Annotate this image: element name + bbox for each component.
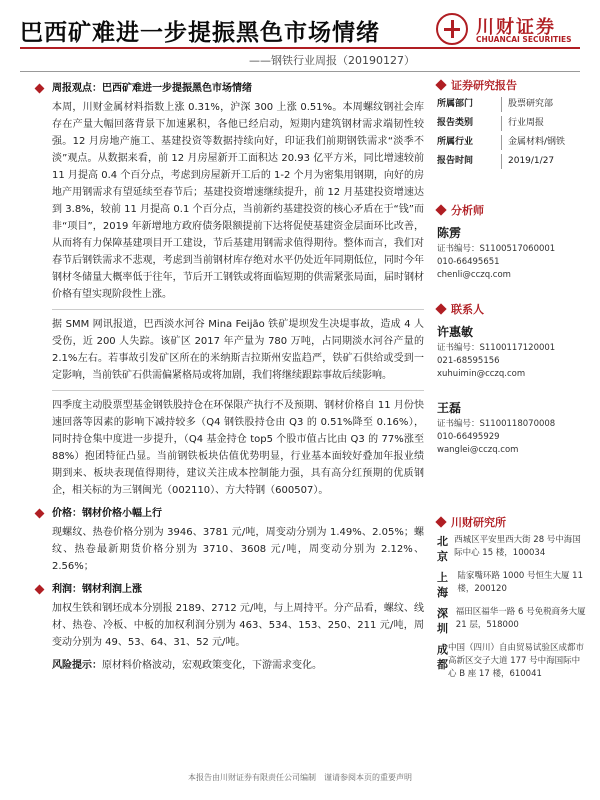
- office-address: 北京 西城区平安里西大街 28 号中海国际中心 15 楼，100034: [437, 535, 581, 563]
- paragraph: 本周，川财金属材料指数上涨 0.31%，沪深 300 上涨 0.51%。本周螺纹钢社会库存在产量大幅回落背景下加速累积，各他已经启动，短期内建筑钢材需求端韧性较强。12 月房地产施工、基建投资等数据持续向好，印证我们前期钢铁需求“淡季不淡”观点。从数据来看，前 12 月房屋新开工面积达 20.93 亿平方米，同比增速较前 11 月提高 0.4 个百分点，考虑到房屋新开工后的 1-2 个月为密集用钢期，向好的房地产用钢需求有望延续至春节后；基建投资增速继续提升，前 12 月基建投资增速达到 3.8%，较前 11 月提高 0.1 个百分点，当前新约基建投资的核心矛盾在于“钱”而非“项目”，2019 年新增地方政府债务限额提前下达将促使基建资金层面环比改善，从而将有力保障基建项目开工建设，节后基建用钢需求值得期待。整体而言，我们对春节后钢铁需求不悲观，考虑到当前钢材库存绝对水平仍处近年同期低位，同时今年钢材冬储量大概率低于往年，节后开工钢铁或将面临短期的供需紧张局面，届时钢材价格有望实现阶段性上涨。: [52, 102, 424, 300]
- page-title: 巴西矿难进一步提振黑色市场情绪: [20, 20, 380, 46]
- logo-text-cn: 川财证券: [476, 17, 556, 38]
- company-logo: [436, 13, 586, 47]
- subtitle-divider: [20, 71, 580, 72]
- office-address: 成都 中国（四川）自由贸易试验区成都市高新区交子大道 177 号中海国际中心 B 座 17 楼，610041: [437, 643, 585, 679]
- logo-mark-icon: [436, 13, 468, 45]
- info-row: 所属行业 金属材料/钢铁: [437, 135, 587, 150]
- paragraph: 现螺纹、热卷价格分别为 3946、3781 元/吨，周变动分别为 1.49%、2.05%；螺纹、热卷最新期货价格分别为 3710、3608 元/吨，周变动分别为 2.12%、2.56%；: [52, 527, 424, 572]
- paragraph: 据 SMM 网讯报道，巴西淡水河谷 Mina Feijão 铁矿堤坝发生决堤事故，造成 4 人受伤，近 200 人失踪。该矿区 2017 年产量为 780 万吨，占同期淡水河谷产量的 2.1%左右。若事故引发矿区所在的米纳斯吉拉斯州安监趋严，铁矿石供给或受到一定影响，当前铁矿石供需偏紧格局或将加剧，我们将继续跟踪事故后续影响。: [52, 309, 424, 384]
- contact-card: 许惠敏 证书编号：S1100117120001 021-68595156 xuhuimin@cczq.com: [437, 325, 556, 379]
- section-heading-profit: 利润：钢材利润上涨: [20, 581, 424, 598]
- analyst-card: 陈雳 证书编号：S1100517060001 010-66495651 chenli@cczq.com: [437, 226, 556, 280]
- office-address: 上海 陆家嘴环路 1000 号恒生大厦 11 楼，200120: [437, 571, 583, 599]
- page-footer: 本报告由川财证券有限责任公司编制 谨请参阅本页的重要声明: [188, 773, 412, 782]
- diamond-bullet-icon: [435, 516, 446, 527]
- info-row: 报告时间 2019/1/27: [437, 154, 587, 169]
- main-content: [52, 80, 424, 674]
- header-divider: [20, 47, 580, 49]
- section-heading-price: 价格：钢材价格小幅上行: [20, 505, 424, 522]
- diamond-bullet-icon: [35, 509, 45, 519]
- logo-text-en: CHUANCAI SECURITIES: [476, 35, 572, 44]
- risk-note: 风险提示：原材料价格波动，宏观政策变化，下游需求变化。: [52, 660, 322, 671]
- diamond-bullet-icon: [435, 79, 446, 90]
- sidebar-heading-report: 证券研究报告: [437, 78, 587, 93]
- info-row: 报告类别 行业周报: [437, 116, 587, 131]
- sidebar: [437, 78, 587, 687]
- contact-card: 王磊 证书编号：S1100118070008 010-66495929 wanglei@cczq.com: [437, 401, 556, 455]
- diamond-bullet-icon: [435, 303, 446, 314]
- report-subtitle: ——钢铁行业周报（20190127）: [249, 54, 415, 67]
- paragraph: 加权生铁和钢坯成本分别报 2189、2712 元/吨，与上周持平。分产品看，螺纹、线材、热卷、冷板、中板的加权利润分别为 463、534、153、250、211 元/吨，周变动分别为 49、53、64、31、52 元/吨。: [52, 603, 424, 648]
- sidebar-heading-contacts: 联系人: [437, 302, 587, 317]
- paragraph: 四季度主动股票型基金钢铁股持仓在环保限产执行不及预期、钢材价格自 11 月份快速回落等因素的影响下减持较多（Q4 钢铁股持仓由 Q3 的 0.51%降至 0.16%），同时持仓集中度进一步提升，（Q4 基金持仓 top5 个股市值占比由 Q3 的 77%涨至 88%）抱团特征凸显。当前钢铁板块估值优势明显，行业基本面较好叠加年报业绩期到来、板块表现值得期待，建议关注成本控制能力强，具有高分红预期的优质钢企，相关标的为三钢闽光（002110）、方大特钢（600507）。: [52, 390, 424, 499]
- sidebar-heading-analyst: 分析师: [437, 203, 587, 218]
- diamond-bullet-icon: [435, 204, 446, 215]
- diamond-bullet-icon: [35, 84, 45, 94]
- info-row: 所属部门 股票研究部: [437, 97, 587, 112]
- diamond-bullet-icon: [35, 585, 45, 595]
- office-address: 深圳 福田区福华一路 6 号免税商务大厦 21 层，518000: [437, 607, 586, 635]
- section-heading-view: 周报观点：巴西矿难进一步提振黑色市场情绪: [20, 80, 424, 97]
- sidebar-heading-research: 川财研究所: [437, 515, 587, 530]
